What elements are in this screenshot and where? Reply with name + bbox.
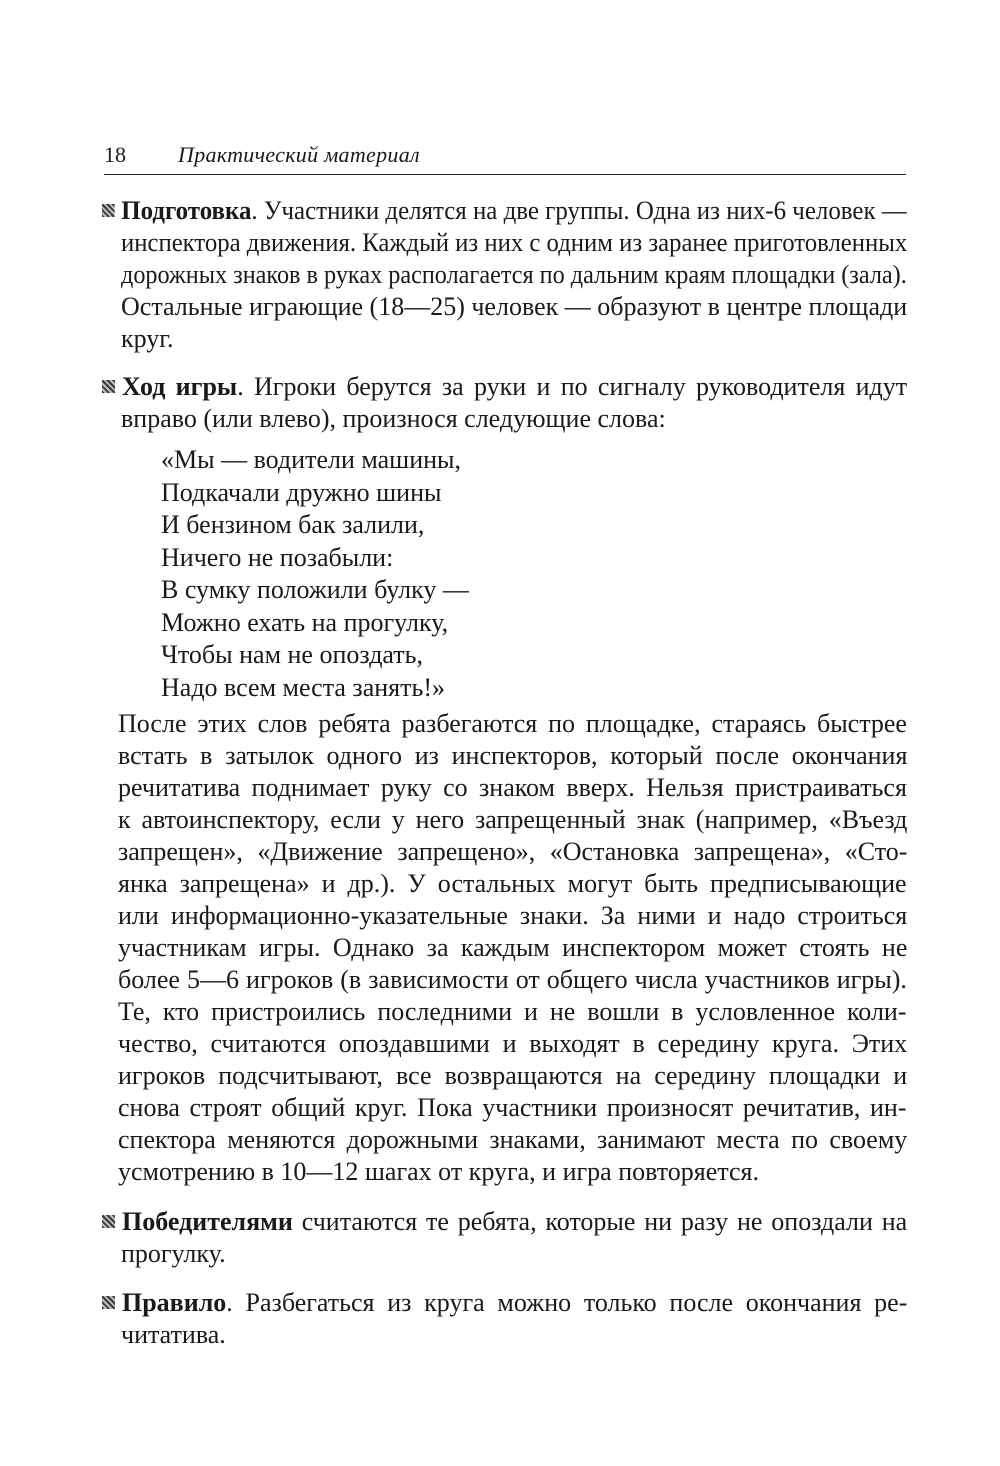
square-bullet-icon <box>102 204 114 217</box>
text-line: снова строят общий круг. Пока участники произносят речитатив, ин- <box>118 1093 907 1122</box>
text-line: к автоинспектору, если у него запрещенный знак (например, «Въезд <box>118 805 908 834</box>
text-line: Остальные играющие (18—25) человек — образуют в центре площади <box>121 292 908 321</box>
preparation-heading: Подготовка <box>121 196 252 225</box>
text-line: игроков подсчитывают, все возвращаются на середину площадки и <box>118 1061 908 1090</box>
winners-heading: Победителями <box>122 1207 293 1236</box>
rule-heading: Правило <box>122 1288 227 1317</box>
square-bullet-icon <box>102 380 115 393</box>
text-line: инспектора движения. Каждый из них с одним из заранее приготовленных <box>121 228 908 257</box>
section-title: Практический материал <box>178 142 420 167</box>
text-line: После этих слов ребята разбегаются по площадке, стараясь быстрее <box>118 709 907 738</box>
page-number: 18 <box>104 142 126 167</box>
text-line: вправо (или влево), произнося следующие слова: <box>121 404 666 433</box>
square-bullet-icon <box>102 1296 115 1309</box>
poem-line: Подкачали дружно шины <box>161 477 442 507</box>
poem-line: Надо всем места занять!» <box>161 672 445 702</box>
text-line: Те, кто пристроились последними и не вошли в условленное коли- <box>118 997 907 1026</box>
text-line: встать в затылок одного из инспекторов, который после окончания <box>118 741 908 770</box>
running-header <box>104 140 906 175</box>
poem-line: Чтобы нам не опоздать, <box>161 640 424 669</box>
text-line: читатива. <box>121 1320 226 1349</box>
square-bullet-icon <box>102 1215 115 1228</box>
poem-line: Можно ехать на прогулку, <box>161 607 449 637</box>
text-line: усмотрению в 10—12 шагах от круга, и игра повторяется. <box>118 1157 759 1186</box>
poem-line: «Мы — водители машины, <box>161 445 462 474</box>
text-line: участникам игры. Однако за каждым инспектором может стоять не <box>118 933 908 962</box>
text-line: Победителями считаются те ребята, которые ни разу не опоздали на <box>104 1206 907 1238</box>
poem-line: В сумку положили булку — <box>161 575 469 604</box>
text-line: Ход игры. Игроки берутся за руки и по сигналу руководителя идут <box>104 371 907 403</box>
poem-block <box>161 444 761 704</box>
text-line: круг. <box>121 324 174 353</box>
text-line: речитатива поднимает руку со знаком вверх. Нельзя пристраиваться <box>118 773 907 802</box>
text-line: дорожных знаков в руках располагается по дальним краям площадки (зала). <box>121 260 907 289</box>
poem-line: И бензином бак залили, <box>161 510 425 539</box>
preparation-paragraph <box>104 195 907 355</box>
game-course-paragraph <box>104 371 907 435</box>
text-line: запрещен», «Движение запрещено», «Остановка запрещена», «Сто- <box>118 837 908 866</box>
text-line: Подготовка. Участники делятся на две группы. Одна из них-6 человек — <box>104 195 907 227</box>
text-line: или информационно-указательные знаки. За ними и надо строиться <box>118 901 908 930</box>
rule-paragraph <box>104 1287 907 1351</box>
text-line: более 5—6 игроков (в зависимости от общего числа участников игры). <box>118 965 907 994</box>
after-poem-paragraph <box>118 708 907 1188</box>
text-line: прогулку. <box>121 1239 226 1268</box>
poem-line: Ничего не позабыли: <box>161 542 394 572</box>
text-line: спектора меняются дорожными знаками, занимают места по своему <box>118 1125 908 1154</box>
winners-paragraph <box>104 1206 907 1270</box>
text-line: янка запрещена» и др.). У остальных могут быть предписывающие <box>118 869 907 898</box>
text-line: Правило. Разбегаться из круга можно только после окончания ре- <box>104 1287 907 1319</box>
game-course-heading: Ход игры <box>122 372 238 401</box>
text-line: чество, считаются опоздавшими и выходят в середину круга. Этих <box>118 1029 908 1058</box>
